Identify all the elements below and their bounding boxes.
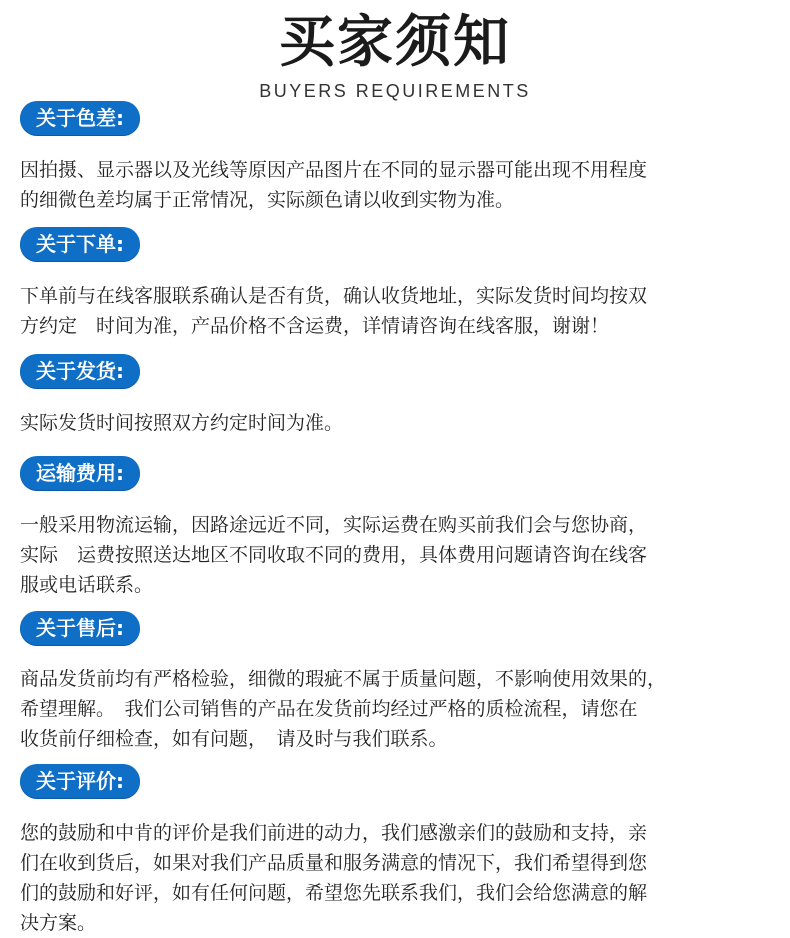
section-body-text: 实际发货时间按照双方约定时间为准。 bbox=[20, 412, 344, 434]
section-label-pill: 关于售后: bbox=[20, 611, 140, 645]
page-subtitle: BUYERS REQUIREMENTS bbox=[259, 81, 531, 101]
section-label-pill: 关于色差: bbox=[20, 101, 140, 135]
section-body-text: 商品发货前均有严格检验，细微的瑕疵不属于质量问题，不影响使用效果的， 希望理解。 我们公司销售的产品在发货前均经过严格的质检流程，请您在 收货前仔细检查，如有问题， 请及时与我们联系。 bbox=[20, 668, 667, 750]
section-label-pill: 运输费用: bbox=[20, 456, 140, 490]
section-body-text: 一般采用物流运输，因路途远近不同，实际运费在购买前我们会与您协商， 实际 运费按照送达地区不同收取不同的费用，具体费用问题请咨询在线客 服或电话联系。 bbox=[20, 514, 648, 596]
section-body-text: 下单前与在线客服联系确认是否有货，确认收货地址，实际发货时间均按双 方约定 时间为准，产品价格不含运费，详情请咨询在线客服，谢谢！ bbox=[20, 285, 648, 337]
section-label-pill: 关于下单: bbox=[20, 227, 140, 261]
section-body-text: 您的鼓励和中肯的评价是我们前进的动力，我们感激亲们的鼓励和支持，亲 们在收到货后，如果对我们产品质量和服务满意的情况下，我们希望得到您 们的鼓励和好评，如有任何问题，希望您先联系我们，我们会给您满意的解 决方案。 bbox=[20, 822, 648, 934]
section-body-text: 因拍摄、显示器以及光线等原因产品图片在不同的显示器可能出现不用程度 的细微色差均属于正常情况，实际颜色请以收到实物为准。 bbox=[20, 159, 648, 211]
page-title: 买家须知 bbox=[279, 10, 511, 75]
section-label-pill: 关于发货: bbox=[20, 354, 140, 388]
section-label-pill: 关于评价: bbox=[20, 764, 140, 798]
